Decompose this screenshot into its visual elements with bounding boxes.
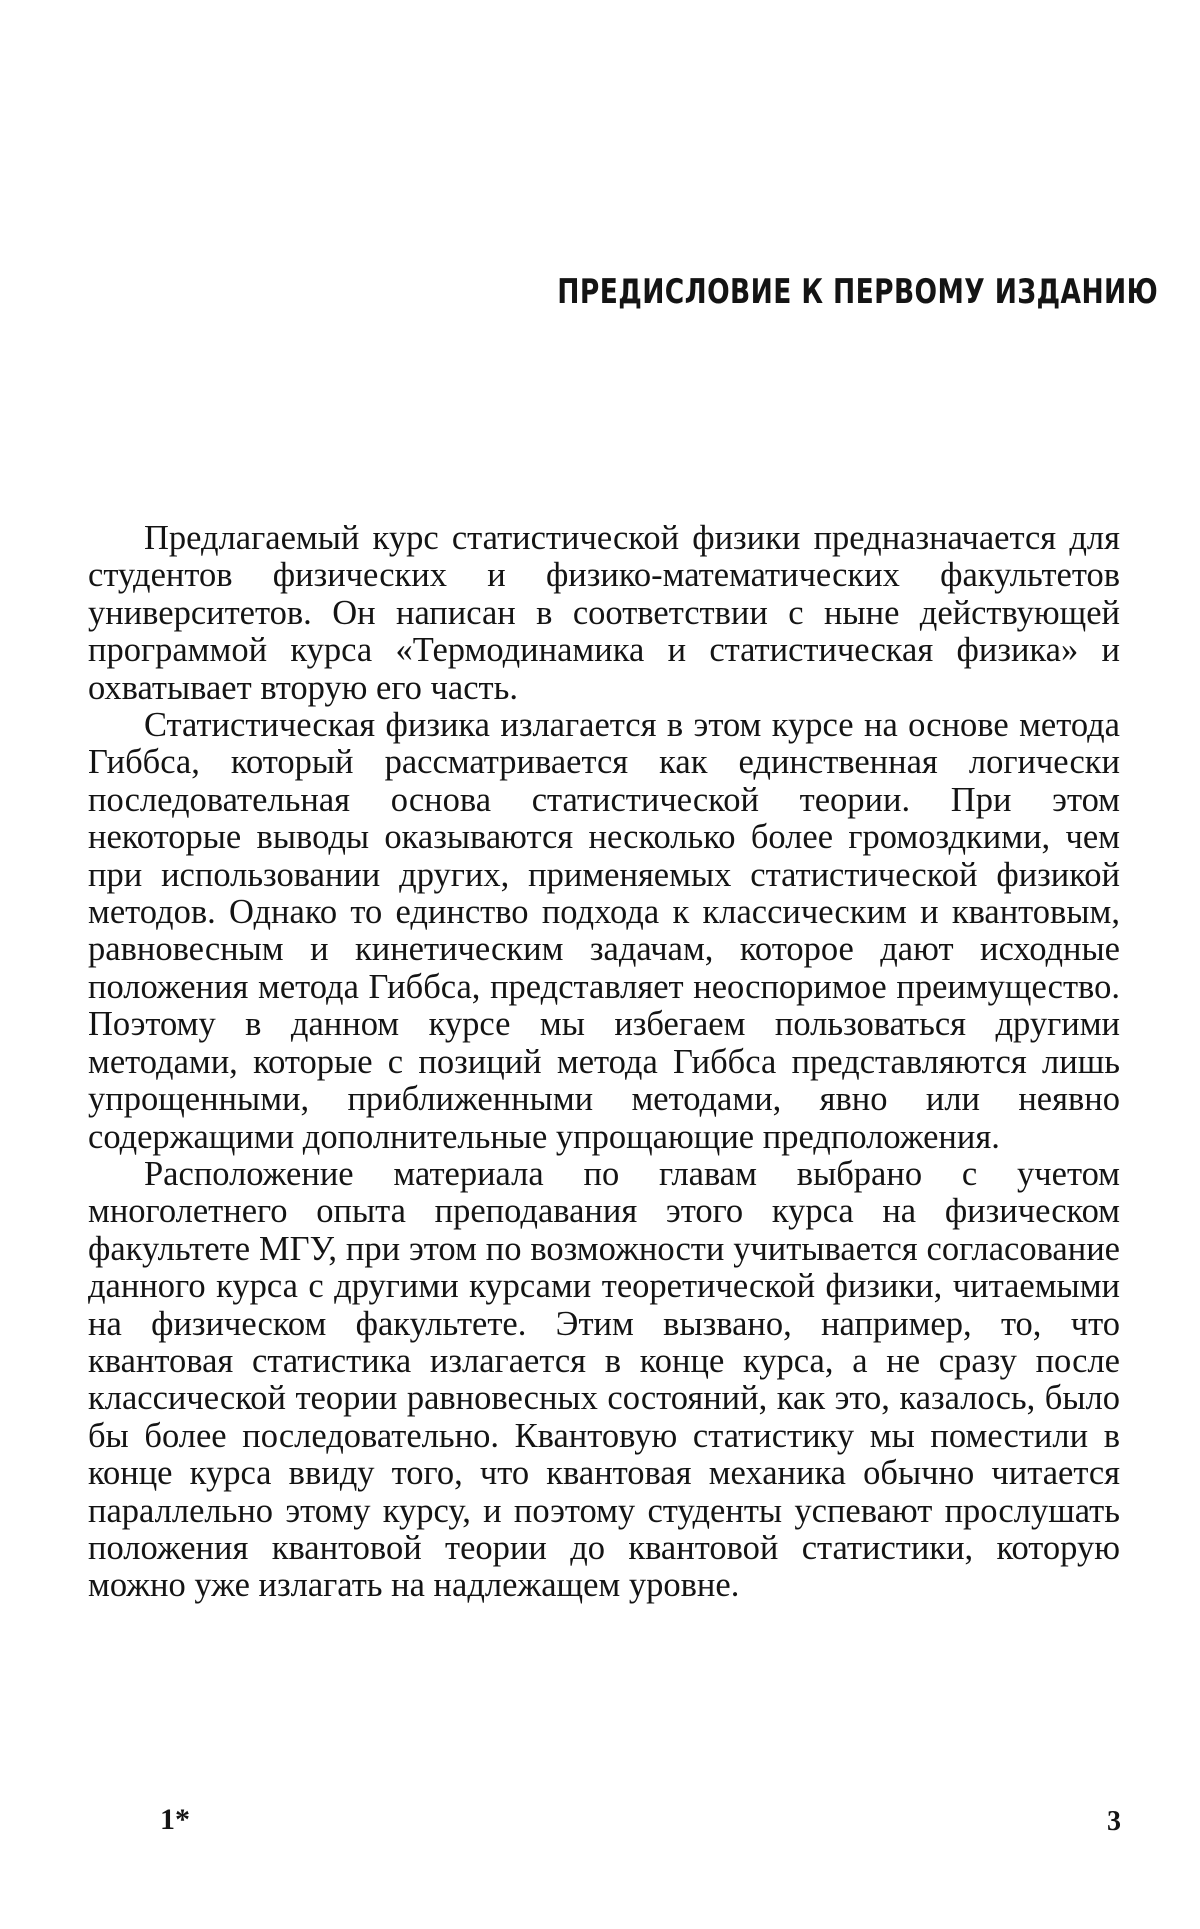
paragraph-1: Предлагаемый курс статистической физики предназначается для студентов физических и физико-математических факультетов университетов. Он написан в соответствии с ныне действующей программой курса «Термодинамика и статистическая физика» и охватывает вторую его часть. <box>88 519 1120 707</box>
paragraph-2: Статистическая физика излагается в этом курсе на основе метода Гиббса, который рассматривается как единственная логически последовательная основа статистической теории. При этом некоторые выводы оказываются несколько более громоздкими, чем при использовании других, применяемых статистической физикой методов. Однако то единство подхода к классическим и квантовым, равновесным и кинетическим задачам, которое дают исходные положения метода Гиббса, представляет неоспоримое преимущество. Поэтому в данном курсе мы избегаем пользоваться другими методами, которые с позиций метода Гиббса представляются лишь упрощенными, приближенными методами, явно или неявно содержащими дополнительные упрощающие предположения. <box>88 706 1120 1156</box>
paragraph-3: Расположение материала по главам выбрано с учетом многолетнего опыта преподавания этого курса на физическом факультете МГУ, при этом по возможности учитывается согласование данного курса с другими курсами теоретической физики, читаемыми на физическом факультете. Этим вызвано, например, то, что квантовая статистика излагается в конце курса, а не сразу после классической теории равновесных состояний, как это, казалось, было бы более последовательно. Квантовую статистику мы поместили в конце курса ввиду того, что квантовая механика обычно читается параллельно этому курсу, и поэтому студенты успевают прослушать положения квантовой теории до квантовой статистики, которую можно уже излагать на надлежащем уровне. <box>88 1154 1120 1605</box>
signature-mark: 1* <box>160 1803 190 1836</box>
page-title: ПРЕДИСЛОВИЕ К ПЕРВОМУ ИЗДАНИЮ <box>557 272 1159 312</box>
page-number: 3 <box>1107 1806 1121 1837</box>
body-text <box>88 520 1120 1605</box>
